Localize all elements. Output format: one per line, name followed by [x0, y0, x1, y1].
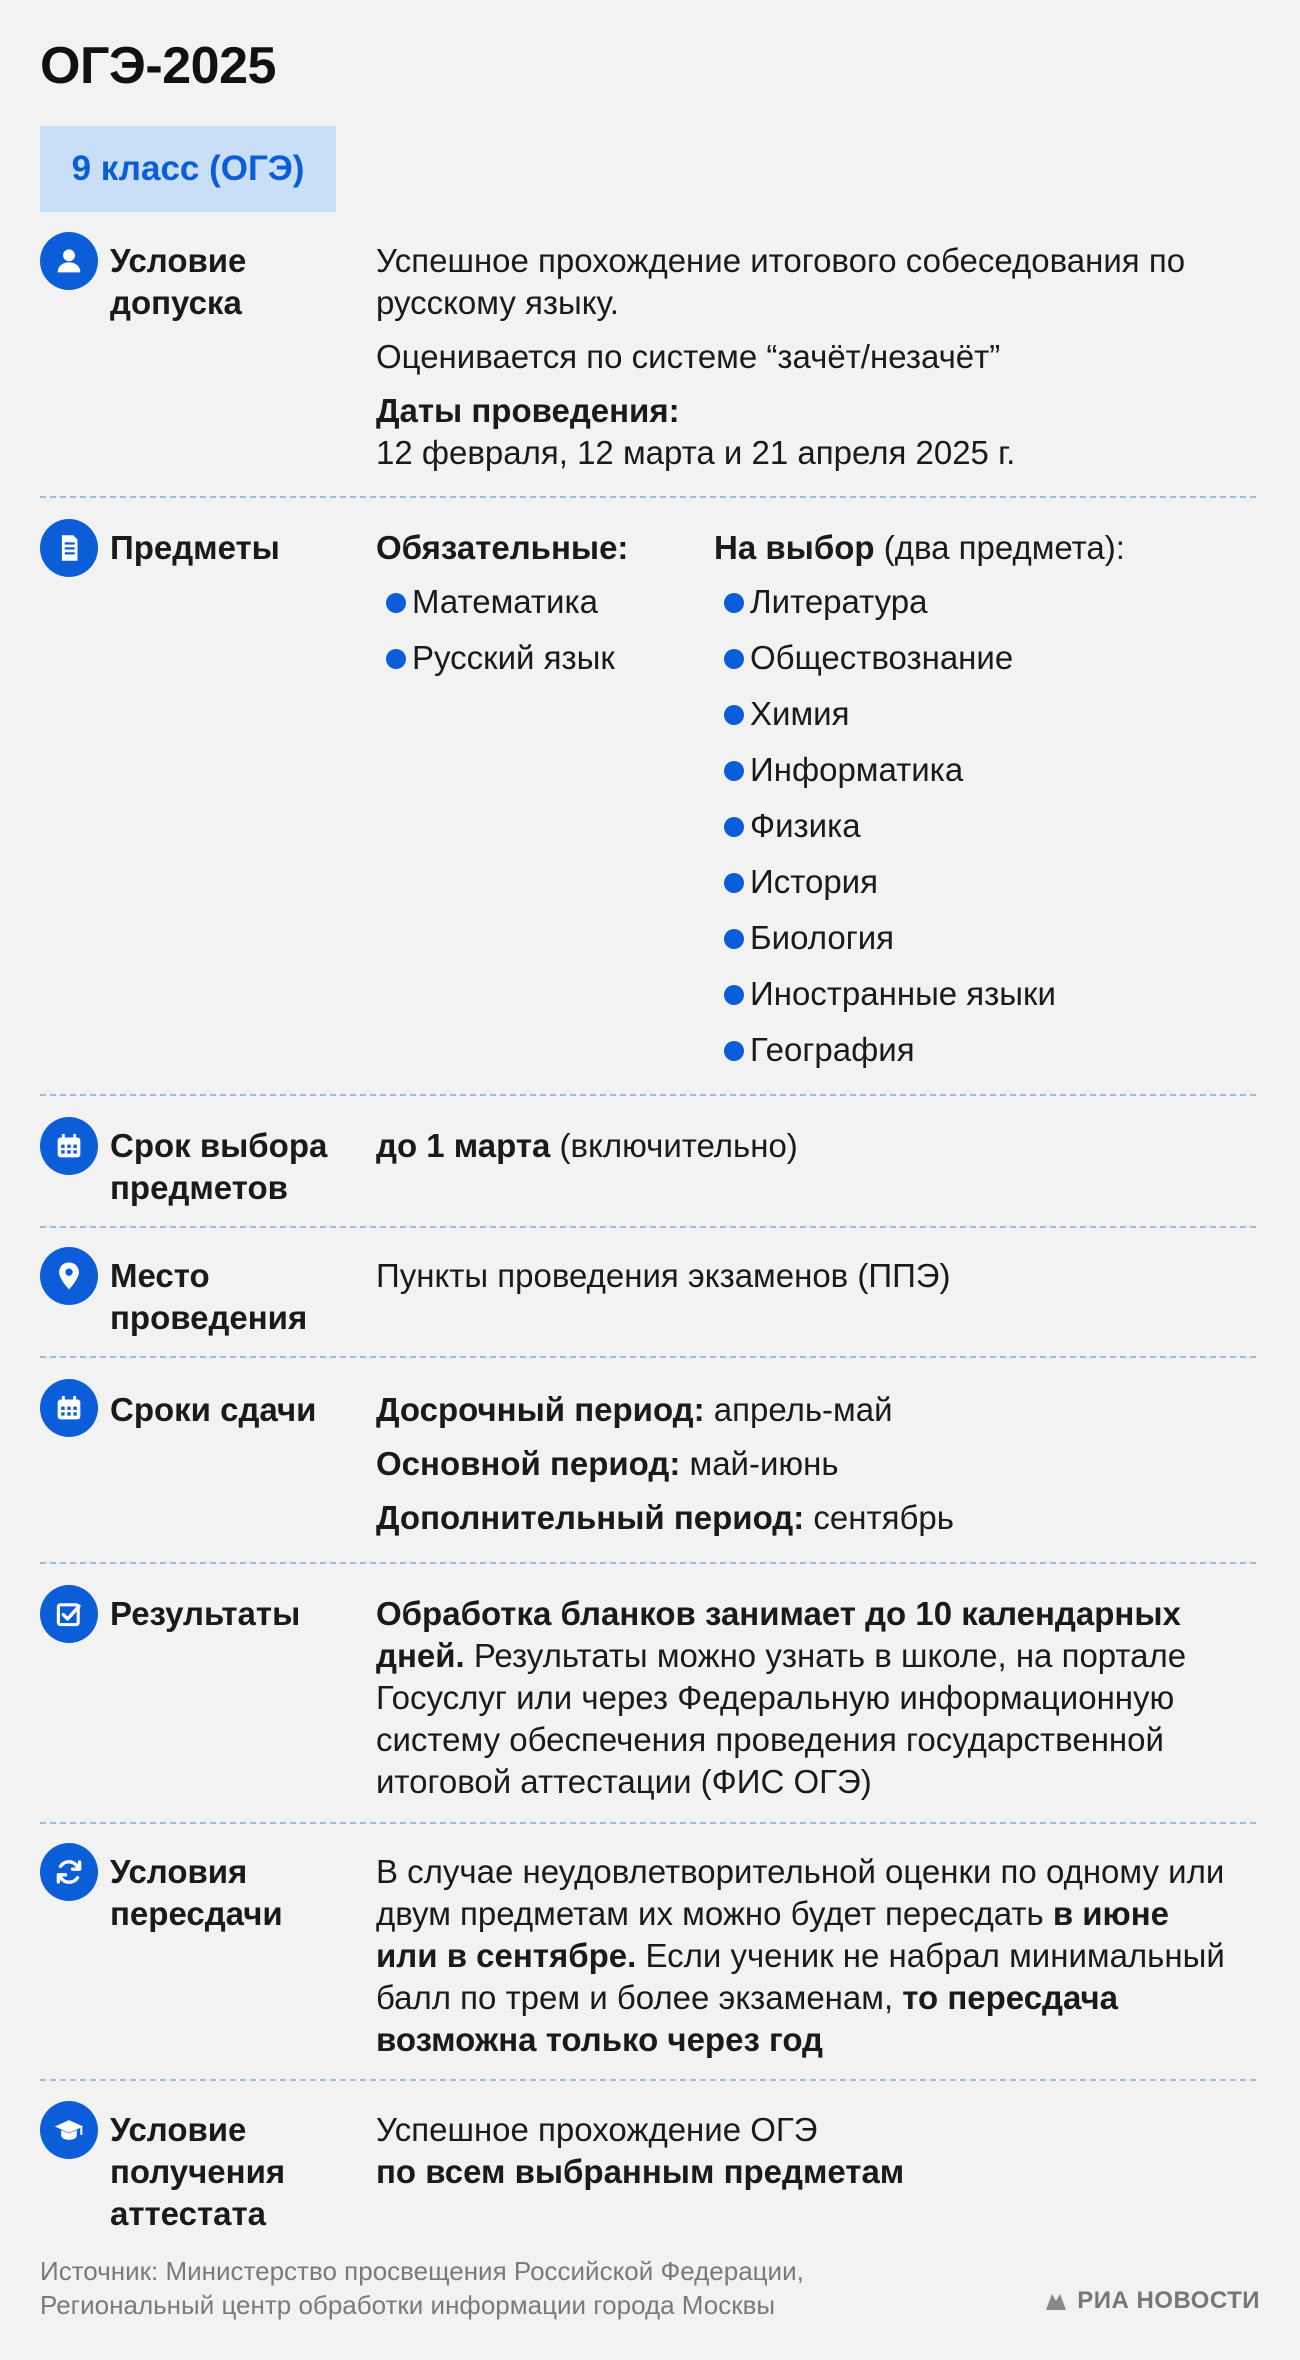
list-item: Биология	[714, 917, 1254, 973]
bullet-dot	[724, 705, 744, 725]
list-item: Информатика	[714, 749, 1254, 805]
choice-deadline-rest: (включительно)	[550, 1127, 798, 1164]
list-item: Обществознание	[714, 637, 1254, 693]
list-item: История	[714, 861, 1254, 917]
logo-text: РИА НОВОСТИ	[1077, 2287, 1260, 2314]
bullet-dot	[724, 593, 744, 613]
certificate-label: Условие получения аттестата	[110, 2111, 286, 2232]
results-text: Результаты можно узнать в школе, на портале Госуслуг или через Федеральную информационную систему обеспечения проведения государственной итоговой аттестации (ФИС ОГЭ)	[376, 1637, 1187, 1800]
period-item: Дополнительный период: сентябрь	[376, 1499, 954, 1536]
bullet-dot	[724, 873, 744, 893]
retake-text-1: В случае неудовлетворительной оценки по одному или двум предметам их можно будет пересдать	[376, 1853, 1225, 1932]
divider	[40, 1562, 1256, 1564]
results-bold: Обработка бланков занимает до 10 календарных дней.	[376, 1595, 1181, 1674]
period-item: Досрочный период: апрель-май	[376, 1391, 893, 1428]
list-item: Иностранные языки	[714, 973, 1254, 1029]
grade-badge: 9 класс (ОГЭ)	[40, 126, 336, 212]
admission-dates-label: Даты проведения:	[376, 392, 680, 429]
ria-logo	[1043, 2287, 1260, 2315]
ria-logo-icon	[1043, 2290, 1069, 2312]
list-item: Химия	[714, 693, 1254, 749]
graduation-cap-icon	[40, 2101, 98, 2159]
source-note: Источник: Министерство просвещения Российской Федерации, Региональный центр обработки информации города Москвы	[40, 2256, 804, 2320]
choice-deadline-bold: до 1 марта	[376, 1127, 551, 1164]
bullet-dot	[724, 649, 744, 669]
retake-label: Условия пересдачи	[110, 1853, 283, 1932]
certificate-line-2: по всем выбранным предметам	[376, 2153, 905, 2190]
elective-title: На выбор	[714, 529, 875, 566]
retake-bold-1: в июне или в сентябре.	[376, 1895, 1170, 1974]
bullet-dot	[724, 929, 744, 949]
divider	[40, 2079, 1256, 2081]
person-icon	[40, 232, 98, 290]
divider	[40, 496, 1256, 498]
required-subjects	[376, 527, 706, 693]
calendar-icon	[40, 1117, 98, 1175]
divider	[40, 1356, 1256, 1358]
choice-deadline-content	[376, 1125, 1256, 1167]
results-label: Результаты	[110, 1595, 301, 1632]
list-item: Русский язык	[376, 637, 706, 693]
admission-dates-value: 12 февраля, 12 марта и 21 апреля 2025 г.	[376, 434, 1016, 471]
period-item: Основной период: май-июнь	[376, 1445, 839, 1482]
bullet-dot	[724, 817, 744, 837]
venue-value: Пункты проведения экзаменов (ППЭ)	[376, 1257, 951, 1294]
required-title: Обязательные:	[376, 529, 629, 566]
choice-deadline-label: Срок выбора предметов	[110, 1127, 328, 1206]
list-item: Физика	[714, 805, 1254, 861]
venue-content	[376, 1255, 1256, 1297]
admission-grading: Оценивается по системе “зачёт/незачёт”	[376, 338, 1001, 375]
list-item: Математика	[376, 581, 706, 637]
list-item: Литература	[714, 581, 1254, 637]
document-icon	[40, 519, 98, 577]
divider	[40, 1822, 1256, 1824]
periods-label: Сроки сдачи	[110, 1391, 317, 1428]
retake-bold-2: то пересдача возможна только через год	[376, 1979, 1119, 2058]
certificate-line-1: Успешное прохождение ОГЭ	[376, 2111, 818, 2148]
checkbox-icon	[40, 1585, 98, 1643]
divider	[40, 1226, 1256, 1228]
divider	[40, 1094, 1256, 1096]
elective-subjects	[714, 527, 1254, 1085]
list-item: География	[714, 1029, 1254, 1085]
admission-content	[376, 240, 1256, 474]
periods-content	[376, 1389, 1256, 1539]
retake-text-2: Если ученик не набрал минимальный балл по трем и более экзаменам,	[376, 1937, 1225, 2016]
bullet-dot	[386, 649, 406, 669]
bullet-dot	[724, 985, 744, 1005]
bullet-dot	[724, 1041, 744, 1061]
calendar-icon	[40, 1379, 98, 1437]
location-pin-icon	[40, 1247, 98, 1305]
results-content	[376, 1593, 1246, 1803]
elective-note: (два предмета):	[874, 529, 1125, 566]
refresh-icon	[40, 1843, 98, 1901]
bullet-dot	[386, 593, 406, 613]
bullet-dot	[724, 761, 744, 781]
retake-content	[376, 1851, 1236, 2061]
certificate-content	[376, 2109, 1256, 2193]
subjects-label: Предметы	[110, 529, 280, 566]
admission-label: Условие допуска	[110, 242, 247, 321]
page-title: ОГЭ-2025	[40, 37, 276, 95]
venue-label: Место проведения	[110, 1257, 308, 1336]
admission-text: Успешное прохождение итогового собеседования по русскому языку.	[376, 242, 1186, 321]
